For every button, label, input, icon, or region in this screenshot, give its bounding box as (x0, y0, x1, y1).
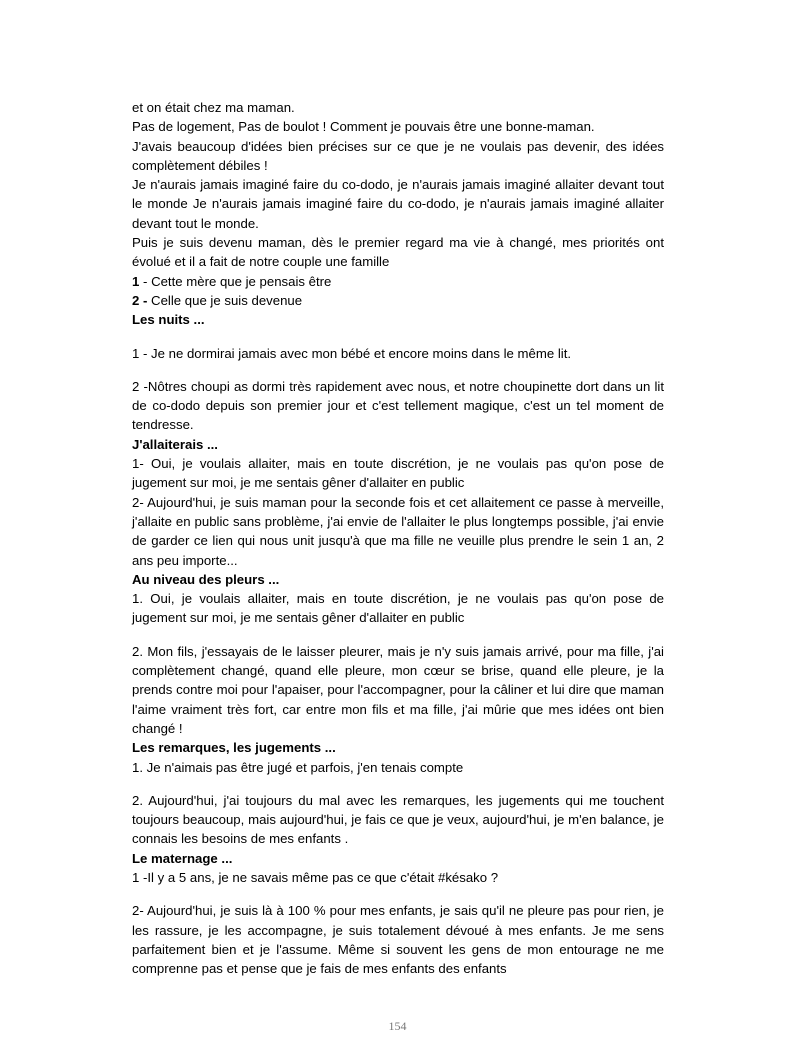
legend-number: 2 - (132, 292, 148, 308)
section-heading-remarques: Les remarques, les jugements ... (132, 740, 336, 756)
paragraph: Puis je suis devenu maman, dès le premier regard ma vie à changé, mes priorités ont évolué et il a fait de notre couple une famille (132, 235, 664, 270)
body-text (132, 98, 664, 978)
paragraph: 1 -Il y a 5 ans, je ne savais même pas ce que c'était #késako ? (132, 869, 499, 885)
legend-number: 1 (132, 273, 140, 289)
paragraph: 2. Aujourd'hui, j'ai toujours du mal avec les remarques, les jugements qui me touchent toujours beaucoup, mais aujourd'hui, je fais ce que je veux, aujourd'hui, je m'en balance, je connais les besoins de mes enfants . (132, 792, 664, 847)
legend-text: Celle que je suis devenue (147, 292, 303, 308)
paragraph: Je n'aurais jamais imaginé faire du co-dodo, je n'aurais jamais imaginé allaiter devant tout le monde Je n'aurais jamais imaginé faire du co-dodo, je n'aurais jamais imaginé allaiter devant tout le monde. (132, 177, 664, 231)
paragraph: 2- Aujourd'hui, je suis là à 100 % pour mes enfants, je sais qu'il ne pleure pas pour rien, je les rassure, je les accompagne, je suis totalement dévoué à mes enfants. Je me sens parfaitement bien et je l'assume. Même si souvent les gens de mon entourage ne me comprenne pas et pense que je fais de mes enfants des enfants (132, 903, 664, 977)
paragraph: Pas de logement, Pas de boulot ! Comment je pouvais être une bonne-maman. (132, 119, 595, 135)
section-heading-allaiterais: J'allaiterais ... (132, 436, 218, 452)
paragraph: et on était chez ma maman. (132, 100, 295, 115)
paragraph: 1. Je n'aimais pas être jugé et parfois, j'en tenais compte (132, 759, 464, 775)
legend-item-2 (132, 291, 664, 310)
paragraph: 1. Oui, je voulais allaiter, mais en toute discrétion, je ne voulais pas qu'on pose de jugement sur moi, je me sentais gêner d'allaiter en public (132, 591, 664, 626)
section-heading-maternage: Le maternage ... (132, 850, 233, 866)
page-number: 154 (388, 1019, 407, 1033)
paragraph: 2. Mon fils, j'essayais de le laisser pleurer, mais je n'y suis jamais arrivé, pour ma fille, j'ai complètement changé, quand elle pleure, mon cœur se brise, quand elle pleure, je la prends contre moi pour l'apaiser, pour l'accompagner, pour la câliner et lui dire que maman l'aime vraiment très fort, car entre mon fils et ma fille, j'ai mûrie que mes idées ont bien changé ! (132, 643, 664, 736)
legend-text: - Cette mère que je pensais être (139, 273, 332, 289)
paragraph: 2- Aujourd'hui, je suis maman pour la seconde fois et cet allaitement ce passe à merveille, j'allaite en public sans problème, j'ai envie de l'allaiter le plus longtemps possible, j'ai envie de garder ce lien qui nous unit jusqu'à que ma fille ne veuille plus prendre le sein 1 an, 2 ans peu importe... (132, 494, 664, 568)
paragraph: J'avais beaucoup d'idées bien précises sur ce que je ne voulais pas devenir, des idées complètement débiles ! (132, 138, 664, 173)
section-heading-nuits: Les nuits ... (132, 312, 205, 328)
paragraph: 2 -Nôtres choupi as dormi très rapidement avec nous, et notre choupinette dort dans un lit de co-dodo depuis son premier jour et c'est tellement magique, c'est un tel moment de tendresse. (132, 378, 664, 433)
section-heading-pleurs: Au niveau des pleurs ... (132, 571, 280, 587)
paragraph: 1- Oui, je voulais allaiter, mais en toute discrétion, je ne voulais pas qu'on pose de jugement sur moi, je me sentais gêner d'allaiter en public (132, 456, 664, 491)
legend-item-1 (132, 272, 664, 291)
paragraph: 1 - Je ne dormirai jamais avec mon bébé et encore moins dans le même lit. (132, 345, 572, 361)
